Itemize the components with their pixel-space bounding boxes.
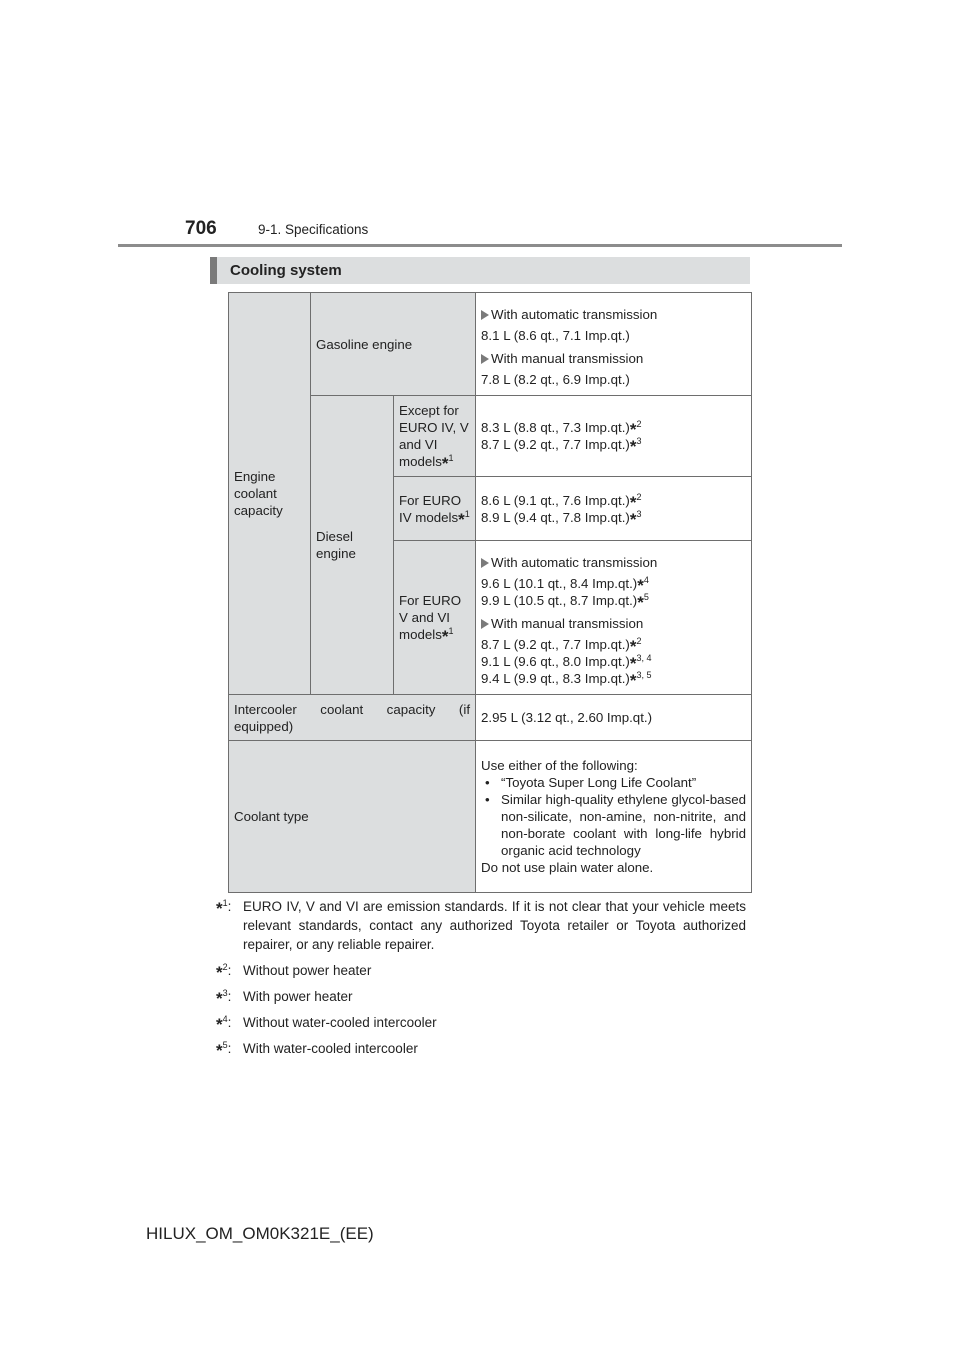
gasoline-engine-label: Gasoline engine (311, 293, 476, 396)
manual-transmission-label: With manual transmission (491, 616, 644, 631)
intercooler-label: Intercooler coolant capacity (if equipped) (229, 695, 476, 741)
coolant-intro: Use either of the following: (481, 758, 638, 773)
bullet-icon: • (485, 775, 490, 790)
section-title: 9-1. Specifications (258, 222, 369, 237)
engine-coolant-label: Engine coolant capacity (229, 293, 311, 695)
intercooler-value: 2.95 L (3.12 qt., 2.60 Imp.qt.) (476, 695, 752, 741)
section-heading: Cooling system (230, 262, 342, 279)
footnote-marker: *$^1$: (216, 898, 232, 918)
diesel-euro56-values: With automatic transmission 9.6 L (10.1 qt., 8.4 Imp.qt.)*$^4$ 9.9 L (10.5 qt., 8.7 Imp.qt.)*$^5$ With manual transmission 8.7 L (9.2 qt., 7.7 Imp.qt.)*$^2$ 9.1 L (9.6 qt., 8.0 Imp.qt.)*$^{3, 4}$ 9.4 L (9.9 qt., 8.3 Imp.qt.)*$^{3, 5}$ (476, 541, 752, 695)
footnote-marker: *$^3$: (216, 988, 232, 1008)
coolant-type-values (476, 741, 752, 893)
diesel-except-euro-label: Except for EURO IV, V and VI models*$^1$ (394, 396, 476, 477)
footnotes (216, 897, 746, 1065)
automatic-transmission-label: With automatic transmission (491, 307, 658, 322)
document-code: HILUX_OM_OM0K321E_(EE) (146, 1224, 374, 1243)
value-text: 8.9 L (9.4 qt., 7.8 Imp.qt.) (481, 509, 630, 525)
automatic-transmission-label: With automatic transmission (491, 555, 658, 570)
header-divider (118, 244, 842, 247)
arrow-bullet-icon (481, 306, 746, 323)
value-text: 8.3 L (8.8 qt., 7.3 Imp.qt.) (481, 420, 630, 435)
table-row (229, 695, 752, 741)
section-heading-bar (210, 257, 750, 284)
footnote: *$^3$: With power heater (216, 988, 353, 1008)
arrow-bullet-icon (481, 615, 746, 632)
footnote-marker: *$^2$: (216, 962, 232, 982)
value-text: 9.4 L (9.9 qt., 8.3 Imp.qt.) (481, 671, 630, 686)
footnote-marker: *$^5$: (216, 1040, 232, 1060)
list-item: • “Toyota Super Long Life Coolant” (485, 775, 697, 790)
value-text: 9.6 L (10.1 qt., 8.4 Imp.qt.) (481, 576, 638, 591)
list-item: • Similar high-quality ethylene glycol-based non-silicate, non-amine, non-nitrite, and non-borate coolant with long-life hybrid organic acid technology (485, 792, 747, 858)
footnote: *$^1$: EURO IV, V and VI are emission standards. If it is not clear that your vehicle meets relevant standards, contact any authorized Toyota retailer or Toyota authorized repairer, or any reliable repairer. (216, 898, 746, 952)
footnote-marker: *$^4$: (216, 1014, 232, 1034)
footnote: *$^5$: With water-cooled intercooler (216, 1040, 418, 1060)
arrow-bullet-icon (481, 350, 746, 367)
footnote: *$^4$: Without water-cooled intercooler (216, 1014, 437, 1034)
manual-transmission-label: With manual transmission (491, 351, 644, 366)
diesel-euro4-label: For EURO IV models*$^1$ (394, 477, 476, 541)
bullet-icon: • (485, 792, 490, 807)
value-text: 8.7 L (9.2 qt., 7.7 Imp.qt.) (481, 637, 630, 652)
footnote: *$^2$: Without power heater (216, 962, 372, 982)
value-text: 9.1 L (9.6 qt., 8.0 Imp.qt.) (481, 654, 630, 669)
diesel-except-euro-values: 8.3 L (8.8 qt., 7.3 Imp.qt.)*$^2$ 8.7 L (9.2 qt., 7.7 Imp.qt.)*$^3$ (476, 396, 752, 477)
coolant-type-label: Coolant type (229, 741, 476, 893)
gasoline-manual-value: 7.8 L (8.2 qt., 6.9 Imp.qt.) (481, 372, 630, 387)
diesel-euro56-label: For EURO V and VI models*$^1$ (394, 541, 476, 695)
value-text: 8.6 L (9.1 qt., 7.6 Imp.qt.) (481, 492, 630, 508)
value-text: 9.9 L (10.5 qt., 8.7 Imp.qt.) (481, 593, 638, 608)
gasoline-values (476, 293, 752, 396)
table-row (229, 741, 752, 893)
arrow-bullet-icon (481, 554, 746, 571)
diesel-euro4-values: 8.6 L (9.1 qt., 7.6 Imp.qt.)*$^2$ 8.9 L (9.4 qt., 7.8 Imp.qt.)*$^3$ (476, 477, 752, 541)
cooling-spec-table (228, 292, 752, 893)
table-row (229, 293, 752, 396)
coolant-outro: Do not use plain water alone. (481, 860, 654, 875)
diesel-engine-label: Diesel engine (311, 396, 394, 695)
value-text: 8.7 L (9.2 qt., 7.7 Imp.qt.) (481, 437, 630, 452)
page-number: 706 (185, 218, 217, 239)
gasoline-auto-value: 8.1 L (8.6 qt., 7.1 Imp.qt.) (481, 328, 630, 343)
